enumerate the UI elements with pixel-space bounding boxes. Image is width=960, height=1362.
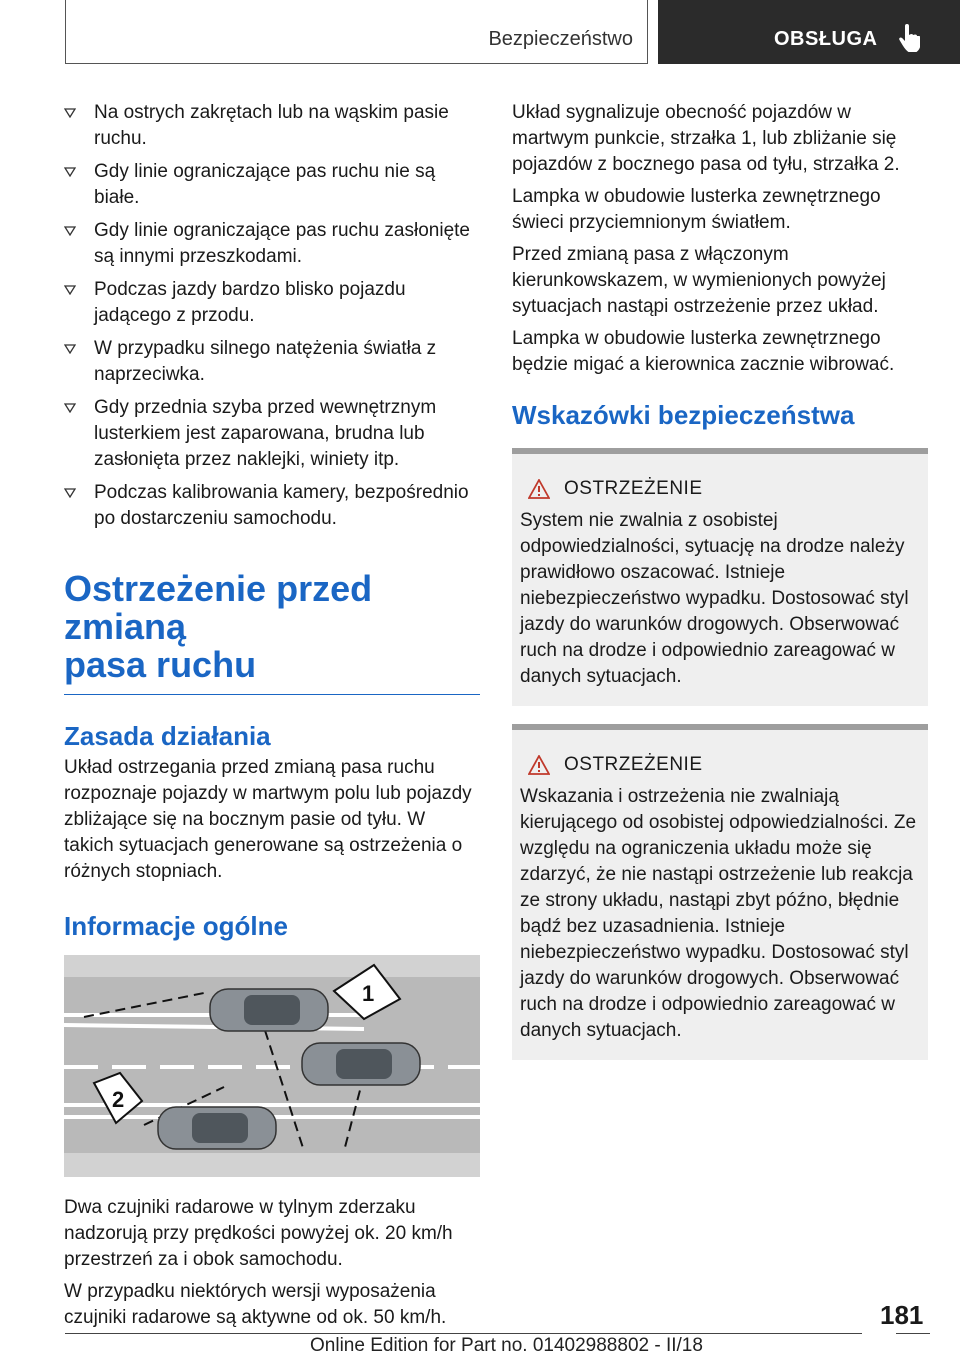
- list-item-text: Na ostrych zakrętach lub na wąskim pasie ruchu.: [94, 102, 449, 149]
- warning-title-text: OSTRZEŻENIE: [564, 754, 703, 775]
- section-title-rule: [64, 694, 480, 695]
- warning-text: Wskazania i ostrzeżenia nie zwalniają kierującego od osobistej odpowiedzialności. Ze względu na ograniczenia układu może się zdarzyć, że nie nastąpi ostrzeżenie lub reakcja ze strony układu, nastąpi zbyt późno, błędnie bądź bez uzasadnienia. Istnieje niebezpieczeństwo wypadku. Dostosować styl jazdy do warunków drogowych. Obserwować ruch na drodze i odpowiednio zareagować w danych sytuacjach.: [520, 786, 917, 1041]
- principle-text: Układ ostrzegania przed zmianą pasa ruchu rozpoznaje pojazdy w martwym polu lub pojazdy zbliżające się na bocznym pasie od tyłu. W takich sytuacjach generowane są ostrzeżenia o różnych stopniach.: [64, 757, 472, 882]
- header-chapter-title: OBSŁUGA: [774, 28, 878, 50]
- warning-title-text: OSTRZEŻENIE: [564, 478, 703, 499]
- list-item-text: W przypadku silnego natężenia światła z naprzeciwka.: [94, 338, 437, 385]
- section-title-line-1: Ostrzeżenie przed zmianą: [64, 568, 373, 647]
- page-number: 181: [880, 1300, 924, 1330]
- sensors-text: Dwa czujniki radarowe w tylnym zderzaku nadzorują przy prędkości powyżej ok. 20 km/h przestrzeń za i obok samochodu.: [64, 1197, 453, 1270]
- car-middle: [302, 1043, 420, 1085]
- list-item: [64, 336, 480, 388]
- warning-title: [528, 476, 920, 502]
- header-section-box: [65, 0, 648, 64]
- paragraph-lamp-flash: Lampka w obudowie lusterka zewnętrznego będzie migać a kierownica zacznie wibrować.: [512, 328, 895, 375]
- variants-text: W przypadku niektórych wersji wyposażenia czujniki radarowe są aktywne od ok. 50 km/h.: [64, 1281, 447, 1328]
- arrow-label-2: 2: [112, 1087, 125, 1112]
- paragraph-signaling: Układ sygnalizuje obecność pojazdów w martwym punkcie, strzałka 1, lub zbliżanie się pojazdów z bocznego pasa od tyłu, strzałka 2.: [512, 102, 900, 175]
- triangle-bullet-icon: [64, 226, 76, 236]
- car-bottom: [158, 1107, 276, 1149]
- safety-heading: Wskazówki bezpieczeństwa: [512, 400, 855, 430]
- warning-box: [512, 448, 928, 706]
- list-item: [64, 277, 480, 329]
- header-section-title: Bezpieczeństwo: [488, 28, 633, 50]
- section-title: [64, 570, 480, 684]
- principle-heading: Zasada działania: [64, 721, 271, 751]
- paragraph-lane-change: Przed zmianą pasa z włączonym kierunkowskazem, w wymienionych powyżej sytuacjach nastąpi ostrzeżenie przez układ.: [512, 244, 886, 317]
- list-item-text: Gdy linie ograniczające pas ruchu nie są białe.: [94, 161, 436, 208]
- warning-box: [512, 724, 928, 1060]
- triangle-bullet-icon: [64, 167, 76, 177]
- edition-info: Online Edition for Part no. 01402988802 - II/18: [310, 1335, 703, 1356]
- triangle-bullet-icon: [64, 403, 76, 413]
- car-top: [210, 989, 328, 1031]
- left-column: [64, 100, 480, 1337]
- list-item-text: Podczas kalibrowania kamery, bezpośrednio po dostarczeniu samochodu.: [94, 482, 469, 529]
- triangle-bullet-icon: [64, 344, 76, 354]
- condition-list: [64, 100, 480, 532]
- lane-change-illustration: [64, 955, 480, 1177]
- warning-text: System nie zwalnia z osobistej odpowiedzialności, sytuację na drodze należy prawidłowo oszacować. Istnieje niebezpieczeństwo wypadku. Dostosować styl jazdy do warunków drogowych. Obserwować ruch na drodze i odpowiednio zareagować w danych sytuacjach.: [520, 510, 909, 687]
- list-item-text: Gdy linie ograniczające pas ruchu zasłonięte są innymi przeszkodami.: [94, 220, 470, 267]
- warning-triangle-icon: [528, 479, 550, 499]
- footer-rule-right: [896, 1333, 930, 1334]
- list-item: [64, 218, 480, 270]
- warning-triangle-icon: [528, 755, 550, 775]
- general-heading: Informacje ogólne: [64, 911, 288, 941]
- list-item: [64, 100, 480, 152]
- triangle-bullet-icon: [64, 488, 76, 498]
- list-item: [64, 395, 480, 473]
- list-item: [64, 480, 480, 532]
- warning-title: [528, 752, 920, 778]
- section-title-line-2: pasa ruchu: [64, 644, 257, 685]
- pointing-hand-icon: [898, 24, 920, 52]
- paragraph-lamp-dim: Lampka w obudowie lusterka zewnętrznego świeci przyciemnionym światłem.: [512, 186, 881, 233]
- right-column: [512, 100, 928, 1078]
- list-item: [64, 159, 480, 211]
- road-diagram: [64, 955, 480, 1177]
- arrow-label-1: 1: [362, 981, 375, 1006]
- triangle-bullet-icon: [64, 108, 76, 118]
- header-chapter-box: [658, 0, 960, 64]
- triangle-bullet-icon: [64, 285, 76, 295]
- list-item-text: Podczas jazdy bardzo blisko pojazdu jadącego z przodu.: [94, 279, 406, 326]
- list-item-text: Gdy przednia szyba przed wewnętrznym lusterkiem jest zaparowana, brudna lub zasłonięta przez naklejki, winiety itp.: [94, 397, 437, 470]
- footer-rule: [65, 1333, 862, 1334]
